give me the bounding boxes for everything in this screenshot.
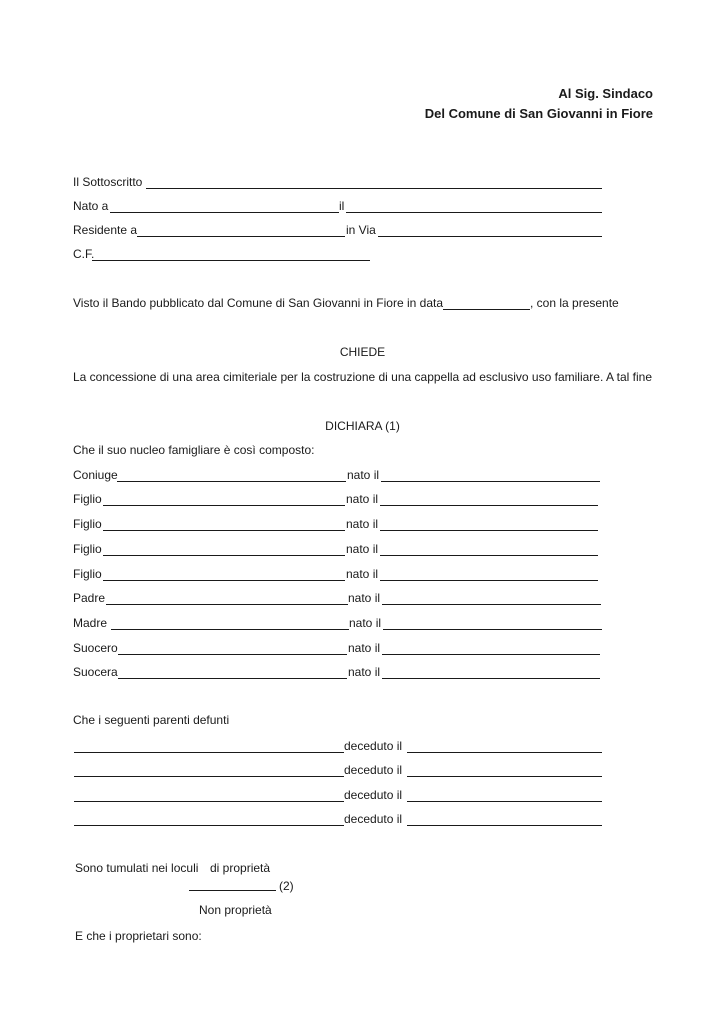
family-member-label: Padre (73, 591, 106, 605)
notice-text: Visto il Bando pubblicato dal Comune di San Giovanni in Fiore in data (73, 296, 444, 310)
family-member-name-field[interactable] (103, 491, 345, 506)
born-date-label: il (339, 199, 345, 213)
family-member-born-label: nato il (346, 517, 379, 531)
undersigned-label: Il Sottoscritto (73, 175, 143, 189)
notice-date-field[interactable] (443, 295, 530, 310)
born-place-label: Nato a (73, 199, 109, 213)
born-place-field[interactable] (110, 198, 339, 213)
family-member-born-label: nato il (348, 665, 381, 679)
resident-field[interactable] (137, 222, 345, 237)
deceased-name-field[interactable] (74, 762, 344, 777)
family-member-born-field[interactable] (380, 491, 598, 506)
family-member-born-field[interactable] (380, 566, 598, 581)
family-member-born-label: nato il (346, 542, 379, 556)
deceased-name-field[interactable] (74, 787, 344, 802)
family-member-name-field[interactable] (118, 664, 347, 679)
family-member-name-field[interactable] (103, 541, 345, 556)
family-member-name-field[interactable] (118, 640, 347, 655)
deceased-date-label: deceduto il (344, 763, 403, 777)
undersigned-field[interactable] (146, 174, 602, 189)
born-date-field[interactable] (346, 198, 602, 213)
family-member-born-field[interactable] (382, 590, 601, 605)
family-member-label: Suocera (73, 665, 118, 679)
owners-intro: E che i proprietari sono: (75, 929, 202, 943)
addressee-line-1: Al Sig. Sindaco (558, 86, 653, 101)
family-member-born-label: nato il (349, 616, 382, 630)
deceased-date-field[interactable] (407, 762, 602, 777)
burial-note: (2) (279, 879, 294, 893)
family-member-born-field[interactable] (382, 640, 600, 655)
request-body: La concessione di una area cimiteriale per la costruzione di una cappella ad esclusivo uso familiare. A tal fine (73, 370, 652, 384)
street-field[interactable] (378, 222, 602, 237)
resident-label: Residente a (73, 223, 138, 237)
family-member-born-field[interactable] (381, 467, 600, 482)
deceased-name-field[interactable] (74, 738, 344, 753)
family-member-born-label: nato il (346, 567, 379, 581)
family-member-name-field[interactable] (106, 590, 348, 605)
street-label: in Via (346, 223, 376, 237)
family-member-name-field[interactable] (117, 467, 346, 482)
burial-text: Sono tumulati nei loculi (75, 861, 199, 875)
family-member-born-label: nato il (346, 492, 379, 506)
deceased-intro: Che i seguenti parenti defunti (73, 713, 230, 727)
burial-option-owned[interactable]: di proprietà (210, 861, 271, 875)
family-member-label: Coniuge (73, 468, 118, 482)
family-member-name-field[interactable] (103, 566, 345, 581)
family-member-label: Suocero (73, 641, 118, 655)
deceased-date-label: deceduto il (344, 739, 403, 753)
family-member-label: Figlio (73, 542, 102, 556)
notice-text-after: , con la presente (530, 296, 619, 310)
family-member-born-field[interactable] (383, 615, 602, 630)
family-member-label: Figlio (73, 567, 102, 581)
addressee-block (425, 84, 653, 124)
family-member-label: Figlio (73, 517, 102, 531)
cf-label: C.F. (73, 247, 95, 261)
family-member-label: Figlio (73, 492, 102, 506)
family-member-label: Madre (73, 616, 108, 630)
family-member-born-label: nato il (348, 591, 381, 605)
burial-option-not-owned[interactable]: Non proprietà (199, 903, 272, 917)
family-member-born-field[interactable] (380, 541, 598, 556)
family-member-born-field[interactable] (382, 664, 600, 679)
request-heading: CHIEDE (339, 345, 386, 359)
burial-choice-field[interactable] (189, 876, 276, 891)
deceased-date-label: deceduto il (344, 812, 403, 826)
family-member-name-field[interactable] (111, 615, 349, 630)
deceased-date-field[interactable] (407, 787, 602, 802)
deceased-date-field[interactable] (407, 811, 602, 826)
deceased-date-label: deceduto il (344, 788, 403, 802)
family-member-name-field[interactable] (103, 516, 345, 531)
family-member-born-field[interactable] (380, 516, 598, 531)
cf-field[interactable] (92, 246, 370, 261)
deceased-date-field[interactable] (407, 738, 602, 753)
addressee-line-2: Del Comune di San Giovanni in Fiore (424, 106, 653, 121)
family-intro: Che il suo nucleo famigliare è così composto: (73, 443, 315, 457)
declaration-heading: DICHIARA (1) (325, 419, 400, 433)
family-member-born-label: nato il (348, 641, 381, 655)
family-member-born-label: nato il (347, 468, 380, 482)
deceased-name-field[interactable] (74, 811, 344, 826)
